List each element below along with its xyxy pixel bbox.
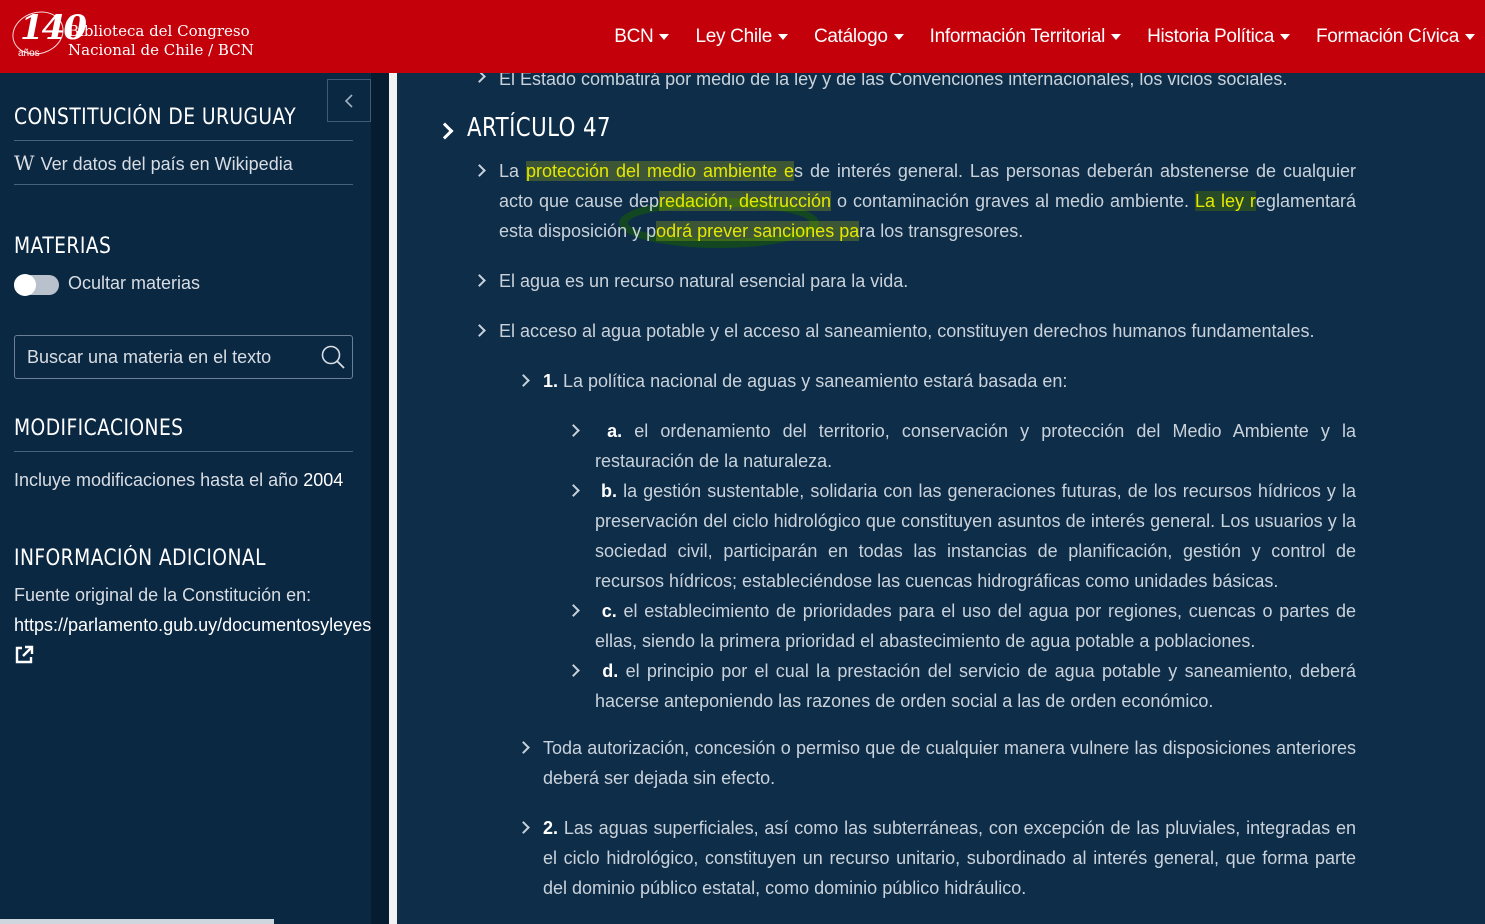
subitem-c [595,596,1356,656]
horizontal-scrollbar[interactable] [0,919,274,924]
clause-1-text-a: La [499,161,526,181]
nav-bcn[interactable] [614,26,669,48]
nav-informacion-territorial-label: Información Territorial [929,25,1106,47]
toda-autorizacion-clause: Toda autorización, concesión o permiso que de cualquier manera vulnere las disposiciones anteriores deberá ser dejada sin efecto. [543,738,1356,788]
highlight-4: odrá prever sanciones pa [656,221,860,241]
search-icon[interactable] [320,344,346,370]
bcn-logo[interactable] [8,6,254,66]
subitem-c-text: el establecimiento de prioridades para el uso del agua por regiones, cuencas o partes de ellas, siendo la primera prioridad el abastecimiento de agua potable a poblaciones. [595,601,1356,651]
wikipedia-link-label: Ver datos del país en Wikipedia [40,154,293,174]
highlight-1: protección del medio ambiente e [525,161,794,181]
clause-3: El acceso al agua potable y el acceso al saneamiento, constituyen derechos humanos fundamentales. [499,321,1315,341]
chevron-right-icon [473,324,486,337]
item-2-text: Las aguas superficiales, así como las subterráneas, con excepción de las pluviales, integradas en el ciclo hidrológico, constituyen un recurso unitario, subordinado al interés general, que forma parte del dominio público estatal, como dominio público hidráulico. [543,818,1356,898]
clause-1-text-d: eglamentará esta disposición y p [499,191,1356,241]
materia-search [14,335,353,379]
top-navbar [0,0,1485,73]
logo-anos: años [18,48,40,59]
modificaciones-year: 2004 [303,470,344,490]
subitem-b-text: la gestión sustentable, solidaria con las generaciones futuras, de los recursos hídricos y la preservación del ciclo hidrológico que constituyen asuntos de interés general. Los usuarios y la sociedad civil, participarán en todas las instancias de planificación, gestión y control de recursos hídricos; estableciéndose las cuencas hidrográficas como unidades básicas. [595,481,1356,591]
clause-1 [499,156,1356,246]
clause-1-text-c: o contaminación graves al medio ambiente. [831,191,1195,211]
toggle-label: Ocultar materias [68,273,201,293]
chevron-right-icon [567,604,580,617]
highlight-3: La ley r [1194,191,1256,211]
nav-historia-politica-label: Historia Política [1147,25,1274,47]
clause-2: El agua es un recurso natural esencial para la vida. [499,271,909,291]
materias-heading: MATERIAS [14,234,112,259]
subitem-b [595,476,1356,596]
item-2 [543,813,1356,903]
info-adicional-text: Fuente original de la Constitución en: [14,585,312,605]
wikipedia-link[interactable] [14,151,293,175]
chevron-right-icon [473,73,486,83]
vertical-scrollbar[interactable] [389,73,397,924]
chevron-right-icon [567,484,580,497]
item-2-number: 2. [543,818,559,838]
subitem-d-letter: d. [602,661,619,681]
wikipedia-icon: W [14,151,35,175]
subitem-a-letter: a. [607,421,623,441]
subitem-d [595,656,1356,716]
external-link-icon[interactable] [14,645,34,665]
divider [14,140,353,141]
panel-divider [371,73,397,924]
article-title: ARTÍCULO 47 [467,113,611,143]
ocultar-materias-toggle[interactable] [14,275,59,295]
subitem-a [595,416,1356,476]
divider [14,184,353,185]
caret-down-icon [1280,34,1290,40]
subitem-c-letter: c. [601,601,617,621]
nav-catalogo-label: Catálogo [813,25,888,47]
constitution-title: CONSTITUCIÓN DE URUGUAY [14,105,297,130]
item-1 [543,366,1356,396]
logo-line-2: Nacional de Chile / BCN [68,41,254,59]
clause-1-text-b: s de interés general. Las personas deberán abstenerse de cualquier acto que cause dep [499,161,1356,211]
modificaciones-text [14,470,343,491]
caret-down-icon [1111,34,1121,40]
nav-bcn-label: BCN [614,25,654,47]
nav-historia-politica[interactable] [1147,26,1290,48]
caret-down-icon [1465,34,1475,40]
logo-number: 140 [20,8,85,48]
subitem-a-text: el ordenamiento del territorio, conservación y protección del Medio Ambiente y la restauración de la naturaleza. [595,421,1356,471]
chevron-right-icon [437,123,454,140]
caret-down-icon [894,34,904,40]
article-content [397,73,1485,924]
caret-down-icon [659,34,669,40]
sidebar [0,73,371,924]
item-1-number: 1. [543,371,559,391]
chevron-right-icon [517,741,530,754]
logo-line-1: Biblioteca del Congreso [68,22,250,40]
chevron-right-icon [567,424,580,437]
materia-search-input[interactable] [15,336,315,378]
subitem-d-text: el principio por el cual la prestación del servicio de agua potable y saneamiento, deberá hacerse anteponiendo las razones de orden social a las de orden económico. [595,661,1356,711]
highlight-2: redación, destrucción [659,191,832,211]
chevron-right-icon [517,374,530,387]
subitem-b-letter: b. [601,481,618,501]
nav-formacion-civica[interactable] [1316,26,1475,48]
nav-ley-chile[interactable] [695,26,788,48]
main-nav [614,0,1475,73]
collapse-sidebar-button[interactable] [327,79,371,122]
chevron-left-icon [343,93,355,109]
chevron-right-icon [473,274,486,287]
info-adicional-heading: INFORMACIÓN ADICIONAL [14,546,266,571]
item-1-text: La política nacional de aguas y saneamiento estará basada en: [558,371,1068,391]
source-link[interactable]: https://parlamento.gub.uy/documentosyleyes [14,615,371,635]
modificaciones-label: Incluye modificaciones hasta el año [14,470,299,490]
previous-clause: El Estado combatirá por medio de la ley y de las Convenciones internacionales, los vicios sociales. [499,73,1288,89]
modificaciones-heading: MODIFICACIONES [14,416,184,441]
chevron-right-icon [567,664,580,677]
chevron-right-icon [473,164,486,177]
chevron-right-icon [517,821,530,834]
nav-ley-chile-label: Ley Chile [695,25,772,47]
nav-catalogo[interactable] [814,26,904,48]
nav-informacion-territorial[interactable] [930,26,1121,48]
clause-1-text-e: ra los transgresores. [859,221,1024,241]
divider [14,451,353,452]
nav-formacion-civica-label: Formación Cívica [1315,25,1459,47]
toggle-knob [14,274,36,296]
caret-down-icon [778,34,788,40]
